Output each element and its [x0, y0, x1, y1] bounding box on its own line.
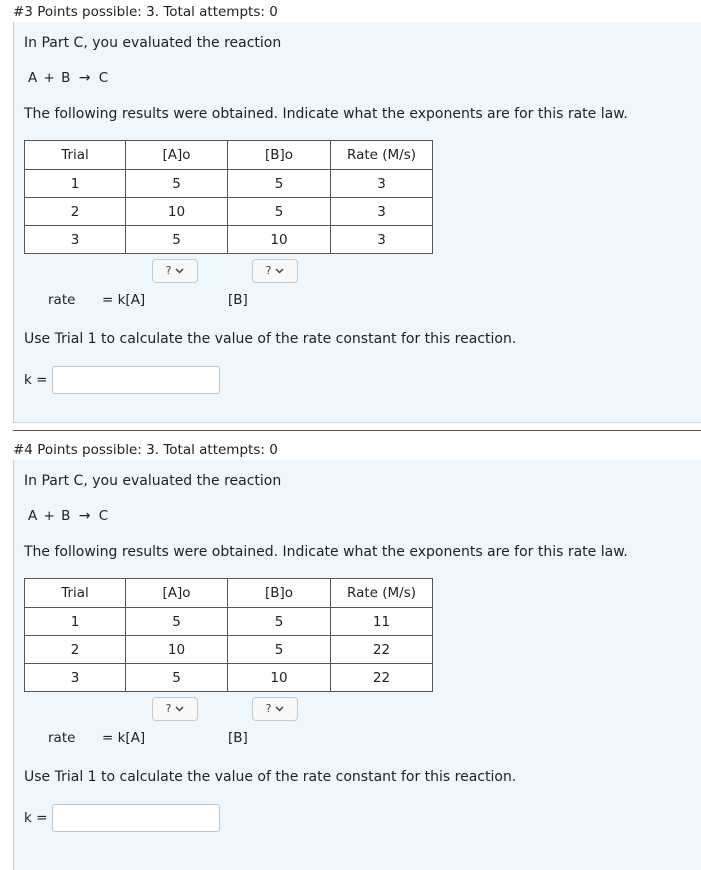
cell-b: 5: [228, 170, 331, 198]
product: C: [98, 508, 109, 524]
table-row: [25, 664, 433, 692]
cell-a: 5: [126, 608, 228, 636]
cell-trial: 3: [25, 664, 126, 692]
cell-a: 10: [126, 636, 228, 664]
cell-b: 10: [228, 226, 331, 254]
rate-equation-a: = k[A]: [102, 292, 146, 308]
cell-b: 5: [228, 636, 331, 664]
exponent-a-select[interactable]: [152, 697, 198, 721]
exponent-a-select[interactable]: [152, 259, 198, 283]
question-header: #3 Points possible: 3. Total attempts: 0: [13, 4, 701, 23]
results-table: [24, 140, 433, 254]
intro-text: In Part C, you evaluated the reaction: [24, 35, 282, 51]
table-header-row: [25, 141, 433, 170]
chevron-down-icon: [175, 698, 184, 720]
cell-b: 5: [228, 198, 331, 226]
question-3: [0, 0, 701, 426]
reactants: A + B: [28, 508, 71, 524]
results-text: The following results were obtained. Indicate what the exponents are for this rate law.: [24, 106, 628, 122]
col-header-a: [A]o: [126, 141, 228, 170]
k-label: k =: [24, 372, 48, 388]
k-input[interactable]: [52, 366, 220, 394]
col-header-rate: Rate (M/s): [331, 579, 433, 608]
chevron-down-icon: [175, 260, 184, 282]
k-input[interactable]: [52, 804, 220, 832]
cell-trial: 1: [25, 170, 126, 198]
table-header-row: [25, 579, 433, 608]
question-body: [13, 460, 701, 870]
question-header: #4 Points possible: 3. Total attempts: 0: [13, 442, 701, 461]
rate-equation-a: = k[A]: [102, 730, 146, 746]
use-trial-text: Use Trial 1 to calculate the value of the rate constant for this reaction.: [24, 331, 517, 347]
reactants: A + B: [28, 70, 71, 86]
reaction-arrow-icon: →: [78, 70, 91, 86]
cell-a: 10: [126, 198, 228, 226]
table-row: [25, 636, 433, 664]
cell-rate: 3: [331, 226, 433, 254]
use-trial-text: Use Trial 1 to calculate the value of the rate constant for this reaction.: [24, 769, 517, 785]
reaction-equation: [28, 508, 108, 524]
col-header-b: [B]o: [228, 141, 331, 170]
table-row: [25, 226, 433, 254]
exponent-a-value: ?: [165, 264, 172, 277]
cell-rate: 11: [331, 608, 433, 636]
col-header-b: [B]o: [228, 579, 331, 608]
product: C: [98, 70, 109, 86]
cell-trial: 1: [25, 608, 126, 636]
results-table: [24, 578, 433, 692]
chevron-down-icon: [275, 698, 284, 720]
cell-trial: 3: [25, 226, 126, 254]
chevron-down-icon: [275, 260, 284, 282]
table-row: [25, 198, 433, 226]
cell-b: 5: [228, 608, 331, 636]
rate-label: rate: [48, 730, 76, 746]
col-header-trial: Trial: [25, 141, 126, 170]
exponent-a-value: ?: [165, 702, 172, 715]
exponent-b-value: ?: [265, 264, 272, 277]
k-label: k =: [24, 810, 48, 826]
question-body: [13, 22, 701, 423]
cell-trial: 2: [25, 198, 126, 226]
cell-b: 10: [228, 664, 331, 692]
rate-equation-b: [B]: [228, 730, 248, 746]
table-row: [25, 608, 433, 636]
table-row: [25, 170, 433, 198]
exponent-b-select[interactable]: [252, 259, 298, 283]
exponent-b-select[interactable]: [252, 697, 298, 721]
col-header-rate: Rate (M/s): [331, 141, 433, 170]
cell-rate: 22: [331, 636, 433, 664]
cell-rate: 22: [331, 664, 433, 692]
cell-a: 5: [126, 664, 228, 692]
rate-equation-b: [B]: [228, 292, 248, 308]
rate-label: rate: [48, 292, 76, 308]
question-4: [0, 430, 701, 860]
exponent-b-value: ?: [265, 702, 272, 715]
reaction-arrow-icon: →: [78, 508, 91, 524]
cell-rate: 3: [331, 170, 433, 198]
reaction-equation: [28, 70, 108, 86]
results-text: The following results were obtained. Indicate what the exponents are for this rate law.: [24, 544, 628, 560]
cell-rate: 3: [331, 198, 433, 226]
cell-trial: 2: [25, 636, 126, 664]
cell-a: 5: [126, 170, 228, 198]
cell-a: 5: [126, 226, 228, 254]
intro-text: In Part C, you evaluated the reaction: [24, 473, 282, 489]
col-header-a: [A]o: [126, 579, 228, 608]
col-header-trial: Trial: [25, 579, 126, 608]
